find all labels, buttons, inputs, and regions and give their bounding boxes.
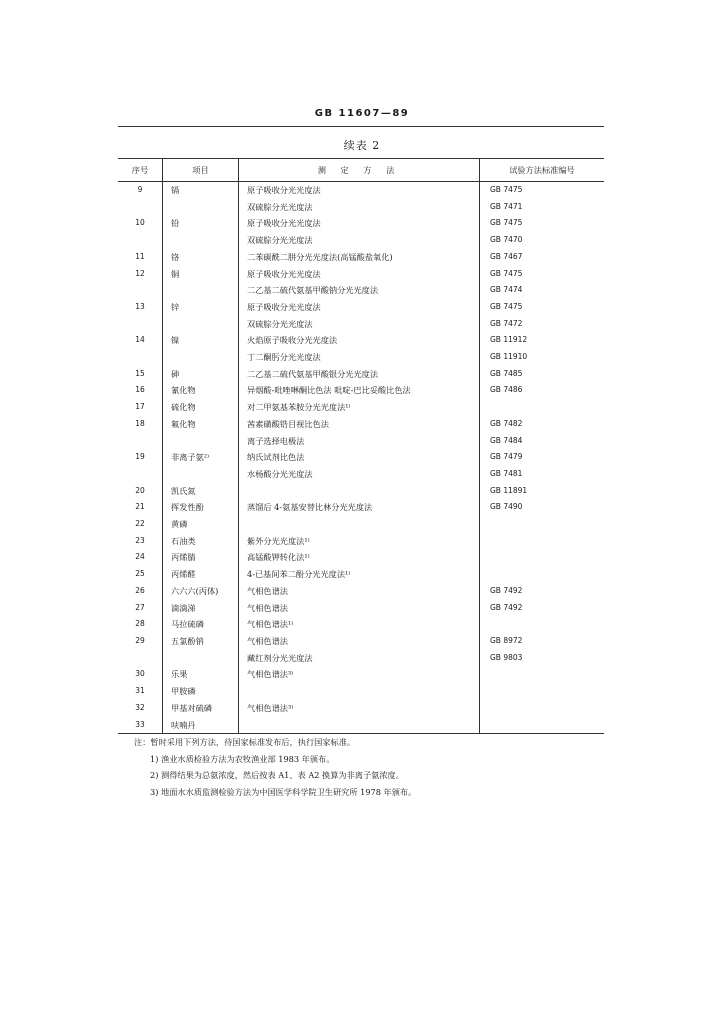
table-row	[118, 215, 604, 232]
table-row	[118, 399, 604, 416]
cell-no	[118, 199, 163, 216]
cell-std	[480, 399, 605, 416]
cell-no: 32	[118, 700, 163, 717]
table-row	[118, 516, 604, 533]
table-row	[118, 182, 604, 199]
cell-std: GB 7485	[490, 368, 523, 378]
table-row	[118, 666, 604, 683]
table-row	[118, 700, 604, 717]
cell-std: GB 7471	[490, 201, 523, 211]
cell-item: 丙烯醛	[163, 566, 239, 583]
cell-method: 原子吸收分光光度法	[239, 182, 480, 199]
cell-method: 气相色谱法¹⁾	[239, 616, 480, 633]
cell-no	[118, 650, 163, 667]
cell-no: 27	[118, 600, 163, 617]
cell-method: 离子选择电极法	[239, 433, 480, 450]
cell-no	[118, 316, 163, 333]
cell-std: GB 7467	[490, 251, 523, 261]
table-row	[118, 566, 604, 583]
cell-std	[480, 666, 605, 683]
cell-no: 12	[118, 266, 163, 283]
table-row	[118, 282, 604, 299]
table-row	[118, 583, 604, 600]
cell-no: 16	[118, 382, 163, 399]
cell-item	[163, 316, 239, 333]
cell-std: GB 7482	[490, 418, 523, 428]
cell-no: 18	[118, 416, 163, 433]
table-row	[118, 366, 604, 383]
table-body	[118, 182, 604, 734]
cell-method: 二乙基二硫代氨基甲酸钠分光光度法	[239, 282, 480, 299]
cell-item: 铬	[163, 249, 239, 266]
cell-method: 二苯碳酰二肼分光光度法(高锰酸盐氧化)	[239, 249, 480, 266]
cell-method: 气相色谱法	[239, 583, 480, 600]
cell-no: 11	[118, 249, 163, 266]
cell-item: 硫化物	[163, 399, 239, 416]
cell-method: 气相色谱法	[239, 600, 480, 617]
cell-std: GB 7492	[490, 585, 523, 595]
methods-table	[118, 158, 604, 734]
table-row	[118, 199, 604, 216]
cell-no	[118, 466, 163, 483]
cell-item: 甲胺磷	[163, 683, 239, 700]
cell-method: 蒸馏后 4-氨基安替比林分光光度法	[239, 499, 480, 516]
cell-std	[480, 717, 605, 734]
table-row	[118, 299, 604, 316]
cell-item	[163, 199, 239, 216]
cell-std: GB 11910	[490, 352, 528, 362]
table-row	[118, 533, 604, 550]
cell-no: 15	[118, 366, 163, 383]
cell-method: 纳氏试剂比色法	[239, 449, 480, 466]
table-row	[118, 499, 604, 516]
cell-item: 铜	[163, 266, 239, 283]
table-row	[118, 483, 604, 500]
cell-method: 双硫腙分光光度法	[239, 232, 480, 249]
note-main: 注：暂时采用下列方法，待国家标准发布后，执行国家标准。	[134, 737, 356, 747]
cell-method: 藏红剂分光光度法	[239, 650, 480, 667]
cell-item: 锌	[163, 299, 239, 316]
cell-std	[480, 700, 605, 717]
cell-item: 六六六(丙体)	[163, 583, 239, 600]
cell-method: 茜素磺酸锆目视比色法	[239, 416, 480, 433]
cell-std	[480, 683, 605, 700]
cell-no: 23	[118, 533, 163, 550]
cell-std: GB 7492	[490, 602, 523, 612]
cell-no: 13	[118, 299, 163, 316]
col-header-no: 序号	[118, 159, 163, 182]
cell-item: 挥发性酚	[163, 499, 239, 516]
cell-item: 甲基对硫磷	[163, 700, 239, 717]
header-rule	[118, 126, 604, 127]
cell-no: 22	[118, 516, 163, 533]
cell-item: 滴滴涕	[163, 600, 239, 617]
table-row	[118, 549, 604, 566]
cell-method: 双硫腙分光光度法	[239, 316, 480, 333]
cell-no: 30	[118, 666, 163, 683]
cell-item: 非离子氨²⁾	[163, 449, 239, 466]
cell-item	[163, 282, 239, 299]
col-header-method: 测 定 方 法	[239, 159, 480, 182]
cell-no: 19	[118, 449, 163, 466]
table-row	[118, 616, 604, 633]
table-row	[118, 600, 604, 617]
note-1: 1) 渔业水质检验方法为农牧渔业部 1983 年颁布。	[150, 753, 335, 764]
cell-std: GB 9803	[490, 652, 523, 662]
cell-std: GB 7472	[490, 318, 523, 328]
note-3: 3) 地面水水质监测检验方法为中国医学科学院卫生研究所 1978 年颁布。	[150, 786, 417, 797]
cell-item: 马拉硫磷	[163, 616, 239, 633]
table-row	[118, 466, 604, 483]
cell-no: 28	[118, 616, 163, 633]
cell-no	[118, 282, 163, 299]
cell-std	[480, 549, 605, 566]
cell-std: GB 7470	[490, 235, 523, 245]
cell-item	[163, 349, 239, 366]
cell-item: 五氯酚钠	[163, 633, 239, 650]
table-row	[118, 266, 604, 283]
cell-std	[480, 566, 605, 583]
cell-item: 氟化物	[163, 416, 239, 433]
footnotes	[134, 734, 604, 800]
cell-no: 24	[118, 549, 163, 566]
table-row	[118, 316, 604, 333]
cell-method: 火焰原子吸收分光光度法	[239, 332, 480, 349]
cell-std: GB 7486	[490, 385, 523, 395]
cell-no: 17	[118, 399, 163, 416]
cell-std: GB 7475	[490, 218, 523, 228]
table-row	[118, 717, 604, 734]
cell-method: 原子吸收分光光度法	[239, 266, 480, 283]
cell-std: GB 7475	[490, 185, 523, 194]
cell-method: 气相色谱法³⁾	[239, 666, 480, 683]
cell-item: 丙烯腈	[163, 549, 239, 566]
cell-std	[480, 616, 605, 633]
table-row	[118, 232, 604, 249]
cell-no: 21	[118, 499, 163, 516]
cell-std: GB 11891	[490, 485, 528, 495]
cell-method: 原子吸收分光光度法	[239, 215, 480, 232]
cell-method	[239, 717, 480, 734]
cell-method: 水杨酸分光光度法	[239, 466, 480, 483]
cell-method: 对二甲氨基苯胺分光光度法¹⁾	[239, 399, 480, 416]
table-row	[118, 449, 604, 466]
cell-method: 气相色谱法³⁾	[239, 700, 480, 717]
cell-no: 31	[118, 683, 163, 700]
cell-no	[118, 433, 163, 450]
cell-item: 氰化物	[163, 382, 239, 399]
cell-no: 14	[118, 332, 163, 349]
cell-no: 29	[118, 633, 163, 650]
cell-std: GB 7481	[490, 468, 523, 478]
cell-item	[163, 433, 239, 450]
cell-method: 异烟酸-吡唑啉酮比色法 吡啶-巴比妥酸比色法	[239, 382, 480, 399]
cell-method: 紫外分光光度法¹⁾	[239, 533, 480, 550]
table-row	[118, 349, 604, 366]
cell-item: 乐果	[163, 666, 239, 683]
table-row	[118, 382, 604, 399]
cell-item: 铅	[163, 215, 239, 232]
cell-item: 黄磷	[163, 516, 239, 533]
cell-method: 丁二酮肟分光光度法	[239, 349, 480, 366]
cell-no: 10	[118, 215, 163, 232]
cell-no	[118, 349, 163, 366]
cell-no: 20	[118, 483, 163, 500]
cell-std: GB 7484	[490, 435, 523, 445]
cell-method: 双硫腙分光光度法	[239, 199, 480, 216]
cell-item: 石油类	[163, 533, 239, 550]
cell-std: GB 7475	[490, 301, 523, 311]
table-row	[118, 416, 604, 433]
table-row	[118, 633, 604, 650]
standard-code: GB 11607—89	[314, 108, 410, 119]
cell-std: GB 7490	[490, 502, 523, 512]
cell-no	[118, 232, 163, 249]
cell-method: 二乙基二硫代氨基甲酸银分光光度法	[239, 366, 480, 383]
table-row	[118, 683, 604, 700]
table-row	[118, 332, 604, 349]
cell-std: GB 7475	[490, 268, 523, 278]
cell-item: 呋喃丹	[163, 717, 239, 734]
cell-std: GB 7479	[490, 452, 523, 462]
cell-std: GB 11912	[490, 335, 528, 345]
cell-std	[480, 516, 605, 533]
cell-method: 4-已基间苯二酚分光光度法¹⁾	[239, 566, 480, 583]
cell-std: GB 8972	[490, 635, 523, 645]
cell-method	[239, 683, 480, 700]
cell-method: 原子吸收分光光度法	[239, 299, 480, 316]
col-header-item: 项目	[163, 159, 239, 182]
cell-item	[163, 650, 239, 667]
cell-no: 9	[118, 182, 163, 199]
col-header-std: 试验方法标准编号	[480, 159, 605, 182]
cell-std: GB 7474	[490, 285, 523, 295]
cell-method: 气相色谱法	[239, 633, 480, 650]
cell-no: 33	[118, 717, 163, 734]
cell-no: 26	[118, 583, 163, 600]
cell-method	[239, 516, 480, 533]
cell-item: 凯氏氮	[163, 483, 239, 500]
cell-item: 镍	[163, 332, 239, 349]
cell-no: 25	[118, 566, 163, 583]
cell-item	[163, 232, 239, 249]
cell-method	[239, 483, 480, 500]
cell-std	[480, 533, 605, 550]
cell-item: 镉	[163, 182, 239, 199]
table-header-row	[118, 159, 604, 182]
note-2: 2) 测得结果为总氨浓度，然后按表 A1、表 A2 换算为非离子氨浓度。	[150, 770, 404, 780]
table-row	[118, 433, 604, 450]
table-title: 续表 2	[343, 139, 381, 152]
table-row	[118, 650, 604, 667]
cell-method: 高锰酸钾转化法¹⁾	[239, 549, 480, 566]
cell-item: 砷	[163, 366, 239, 383]
cell-item	[163, 466, 239, 483]
table-row	[118, 249, 604, 266]
